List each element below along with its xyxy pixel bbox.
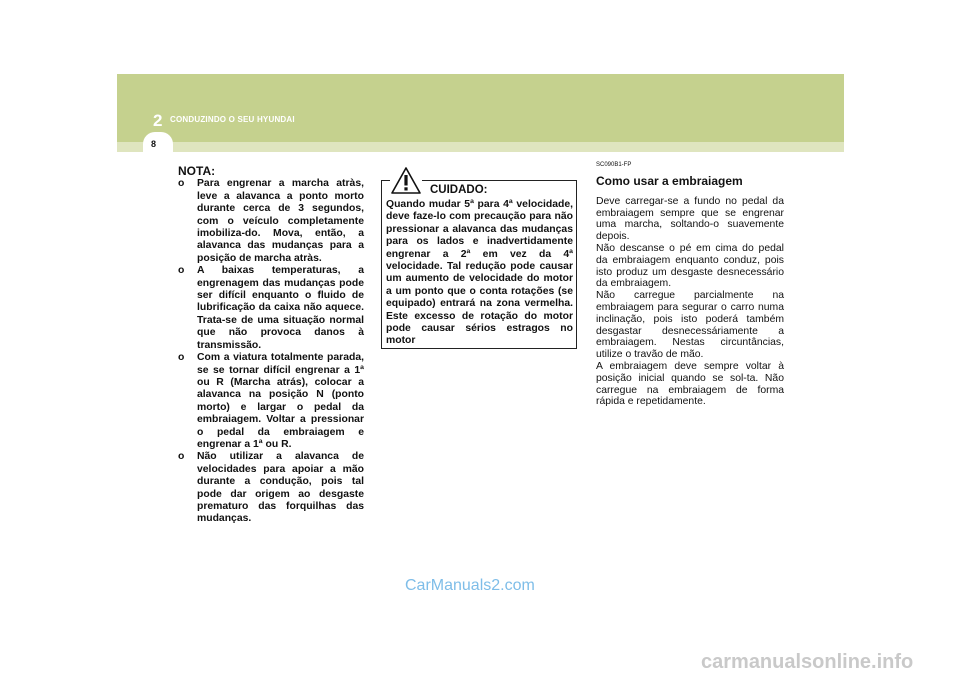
watermark-carmanuals2: CarManuals2.com	[405, 577, 535, 594]
chapter-title: CONDUZINDO O SEU HYUNDAI	[170, 115, 295, 124]
watermark-carmanualsonline: carmanualsonline.info	[701, 651, 914, 673]
nota-item	[178, 451, 364, 525]
nota-item	[178, 178, 364, 265]
nota-title: NOTA:	[178, 164, 216, 178]
nota-item-text: Para engrenar a marcha atràs, leve a alavanca a ponto morto durante cerca de 3 segundos, com o veículo completamente imobiliza-do. Mova, então, a alavanca das mudanças para a posição de marcha atràs.	[197, 178, 364, 264]
section-body: Deve carregar-se a fundo no pedal da embraiagem sempre que se engrenar uma marcha, soltando-o suavemente depois. Não descanse o pé em cima do pedal da embraiagem enquanto conduz, pois isto produz um desgaste desnecessário da embraiagem. Não carregue parcialmente na embraiagem para segurar o carro numa inclinação, pois isto poderá também desgastar desnecessáriamente a embraiagem. Nestas circuntâncias, utilize o travão de mão. A embraiagem deve sempre voltar à posição inicial quando se sol-ta. Não carregue na embraiagem de forma rápida e repetidamente.	[596, 195, 784, 408]
nota-list	[178, 178, 364, 525]
caution-box	[381, 180, 577, 349]
header-band	[117, 74, 844, 142]
nota-item-text: Não utilizar a alavanca de velocidades para apoiar a mão durante a condução, pois tal pode dar origem ao desgaste prematuro das forquilhas das mudanças.	[197, 451, 364, 525]
nota-bullet: o	[178, 265, 185, 277]
warning-triangle-icon	[390, 166, 422, 195]
clutch-section	[596, 160, 784, 408]
section-title: Como usar a embraiagem	[596, 173, 743, 188]
nota-section	[178, 165, 364, 526]
caution-text: Quando mudar 5ª para 4ª velocidade, deve faze-lo com precaução para não pressionar a alavanca das mudanças para os lados e inadvertidamente engrenar a 2ª em vez da 4ª velocidade. Tal redução pode causar um aumento de velocidade do motor a um ponto que o conta rotações (se equipado) entrará na zona vermelha. Este excesso de rotação do motor pode causar sérios estragos no motor	[386, 199, 573, 347]
nota-bullet: o	[178, 352, 185, 364]
nota-bullet: o	[178, 451, 185, 463]
nota-item	[178, 265, 364, 352]
chapter-number: 2	[153, 111, 163, 130]
page-number-tab	[143, 132, 173, 156]
header-band-lower	[117, 142, 844, 152]
section-code: SC090B1-FP	[596, 162, 632, 168]
nota-bullet: o	[178, 178, 185, 190]
caution-title: CUIDADO:	[430, 184, 488, 196]
page-number: 8	[151, 139, 157, 149]
nota-item-text: Com a viatura totalmente parada, se se tornar difícil engrenar a 1ª ou R (Marcha atrás), colocar a alavanca na posição N (ponto morto) e largar o pedal da embraiagem. Voltar a pressionar o pedal da embraiagem e engrenar a 1ª ou R.	[197, 352, 364, 450]
nota-item	[178, 352, 364, 451]
nota-item-text: A baixas temperaturas, a engrenagem das mudanças pode ser difícil enquanto o fluido de lubrificação da caixa não aquece. Trata-se de uma situação normal que não provoca danos à transmissão.	[197, 265, 364, 351]
